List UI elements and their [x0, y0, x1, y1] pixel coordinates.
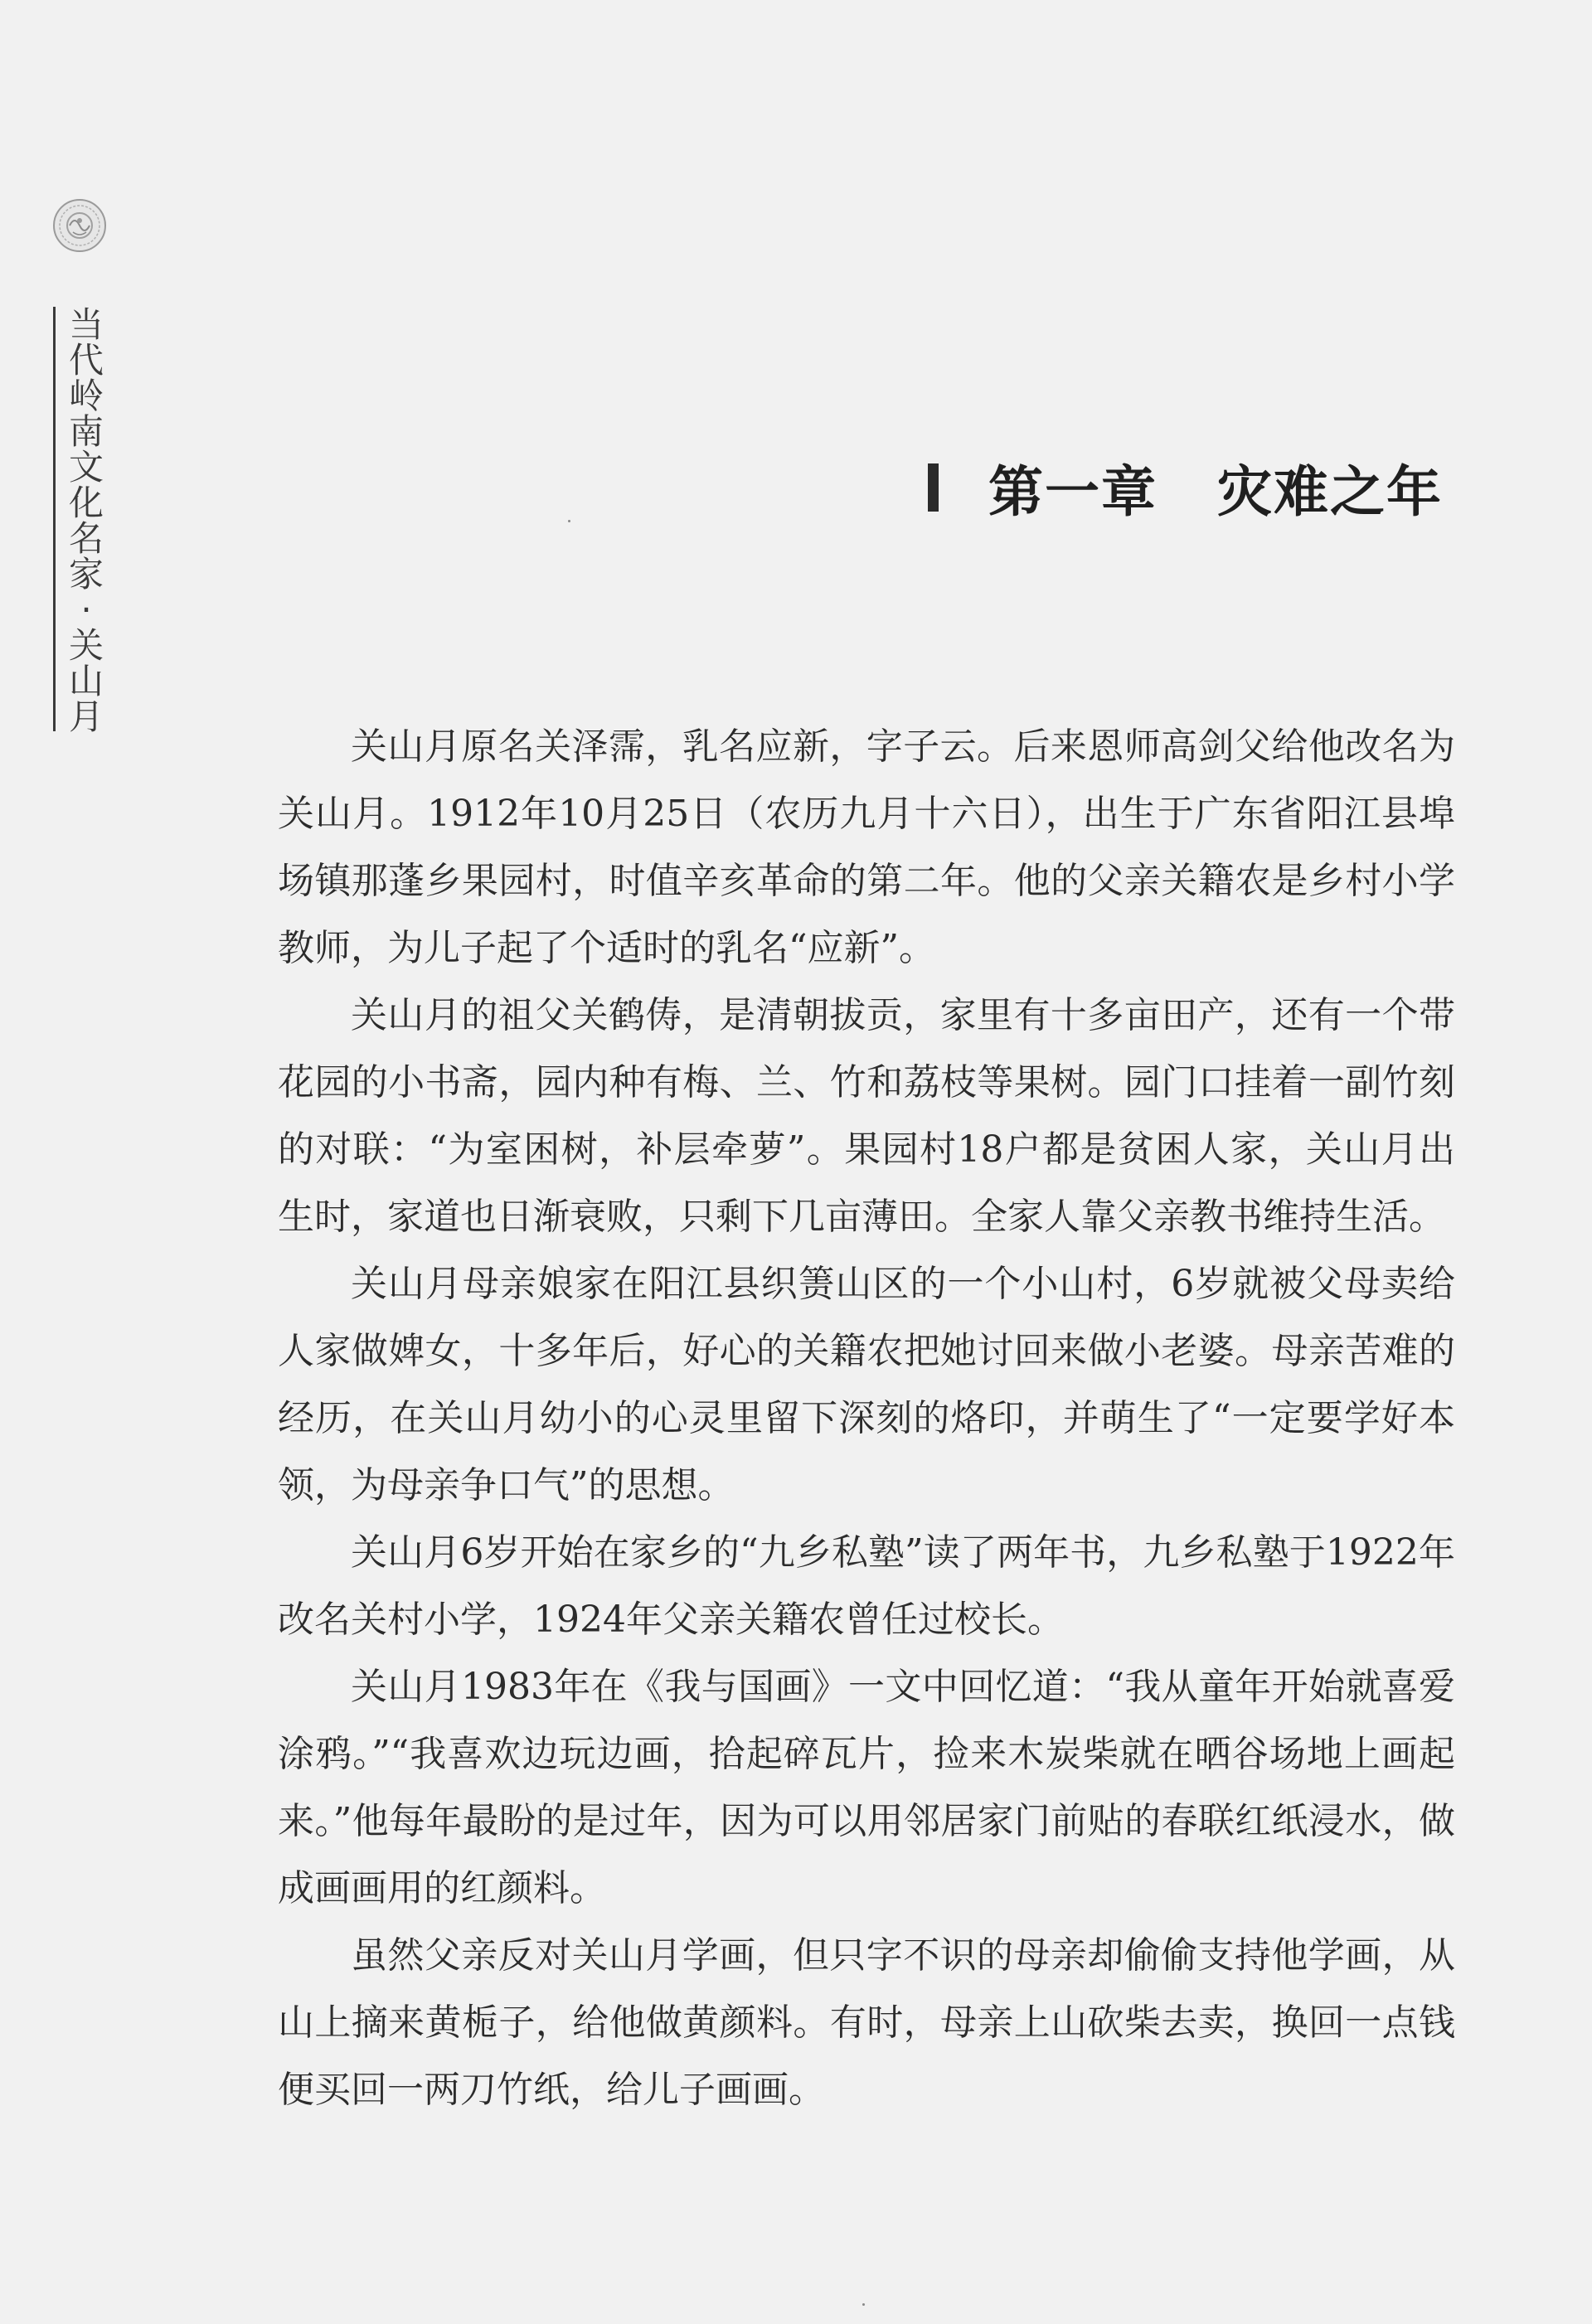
- paragraph: 关山月原名关泽霈，乳名应新，字子云。后来恩师高剑父给他改名为关山月。1912年10月25日（农历九月十六日），出生于广东省阳江县埠场镇那蓬乡果园村，时值辛亥革命的第二年。他的父亲关籍农是乡村小学教师，为儿子起了个适时的乳名“应新”。: [278, 725, 1455, 969]
- speck-mark: [862, 2303, 865, 2306]
- paragraph: 关山月母亲娘家在阳江县织箦山区的一个小山村，6岁就被父母卖给人家做婢女，十多年后，好心的关籍农把她讨回来做小老婆。母亲苦难的经历，在关山月幼小的心灵里留下深刻的烙印，并萌生了“一定要学好本领，为母亲争口气”的思想。: [278, 1263, 1455, 1506]
- paragraph: 关山月的祖父关鹤俦，是清朝拔贡，家里有十多亩田产，还有一个带花园的小书斋，园内种有梅、兰、竹和荔枝等果树。园门口挂着一副竹刻的对联：“为室困树，补层牵萝”。果园村18户都是贫困人家，关山月出生时，家道也日渐衰败，只剩下几亩薄田。全家人靠父亲教书维持生活。: [278, 994, 1455, 1238]
- body-text: [278, 713, 1455, 2123]
- seal-emblem-icon: [51, 197, 108, 254]
- paragraph: 虽然父亲反对关山月学画，但只字不识的母亲却偷偷支持他学画，从山上摘来黄栀子，给他做黄颜料。有时，母亲上山砍柴去卖，换回一点钱便买回一两刀竹纸，给儿子画画。: [278, 1934, 1455, 2111]
- chapter-title: 灾难之年: [1217, 459, 1443, 524]
- series-title: 当代岭南文化名家·关山月: [68, 304, 104, 737]
- sidebar-rule: [53, 307, 56, 731]
- chapter-number: 第一章: [988, 459, 1158, 524]
- chapter-marker-bar: [928, 463, 939, 512]
- paragraph: 关山月1983年在《我与国画》一文中回忆道：“我从童年开始就喜爱涂鸦。”“我喜欢边玩边画，拾起碎瓦片，捡来木炭柴就在晒谷场地上画起来。”他每年最盼的是过年，因为可以用邻居家门前贴的春联红纸浸水，做成画画用的红颜料。: [278, 1666, 1455, 1909]
- chapter-heading: [928, 448, 1443, 526]
- paragraph: 关山月6岁开始在家乡的“九乡私塾”读了两年书，九乡私塾于1922年改名关村小学，1924年父亲关籍农曾任过校长。: [278, 1531, 1455, 1641]
- speck-mark: [568, 520, 570, 522]
